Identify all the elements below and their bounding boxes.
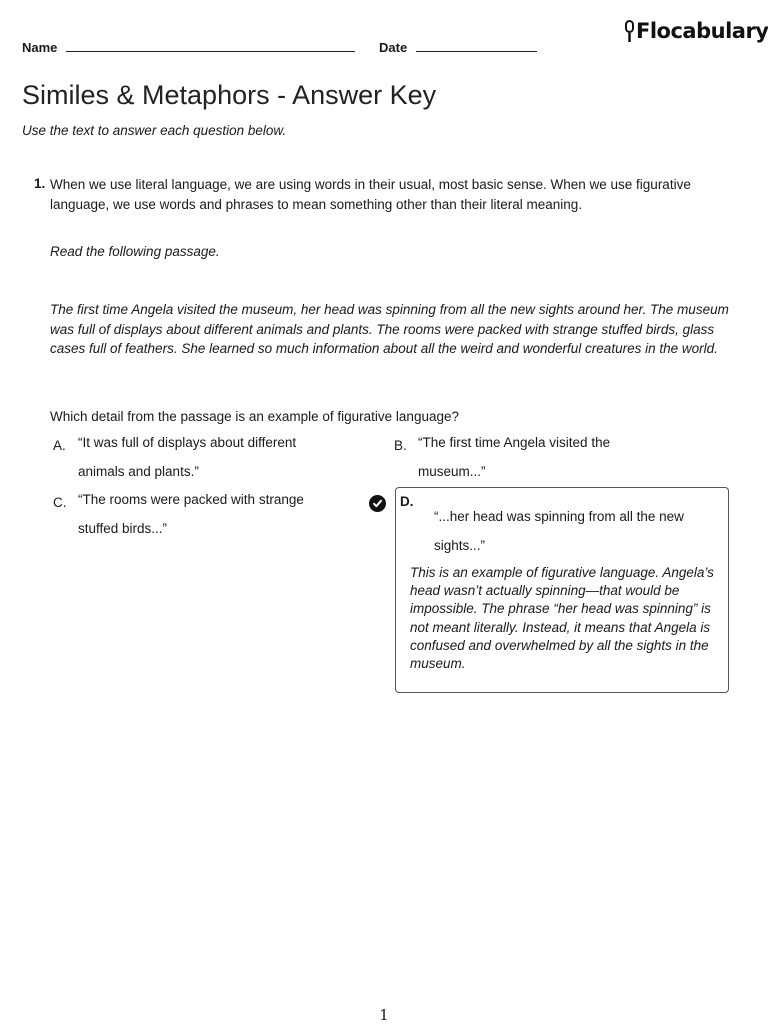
instructions: Use the text to answer each question below.: [22, 123, 287, 138]
option-d-text[interactable]: “...her head was spinning from all the new sights...”: [434, 509, 684, 553]
date-field-line[interactable]: [416, 51, 537, 52]
option-d-letter: D.: [400, 494, 414, 509]
option-a-letter: A.: [53, 438, 66, 453]
answer-explanation: This is an example of figurative language. Angela’s head wasn’t actually spinning—that would be impossible. The phrase “her head was spinning” is not meant literally. Instead, it means that Angela is confused and overwhelmed by all the sights in the museum.: [410, 565, 714, 672]
flocabulary-logo: [622, 12, 768, 50]
option-b-letter: B.: [394, 438, 407, 453]
name-label: Name: [22, 40, 58, 55]
question-intro: When we use literal language, we are using words in their usual, most basic sense. When we use figurative language, we use words and phrases to mean something other than their literal meaning.: [50, 177, 691, 212]
question-prompt: Which detail from the passage is an example of figurative language?: [50, 409, 459, 424]
date-label: Date: [379, 40, 408, 55]
option-c-text[interactable]: “The rooms were packed with strange stuffed birds...”: [78, 492, 304, 536]
logo-text: Flocabulary: [636, 19, 768, 43]
option-b-text[interactable]: “The first time Angela visited the museum...”: [418, 435, 611, 479]
checkmark-circle-icon: [369, 495, 386, 512]
page-title: Similes & Metaphors - Answer Key: [22, 80, 437, 110]
passage-text: The first time Angela visited the museum, her head was spinning from all the new sights around her. The museum was full of displays about different animals and plants. The rooms were packed with strange stuffed birds, glass cases full of feathers. She learned so much information about all the weird and wonderful creatures in the world.: [50, 302, 729, 356]
question-number: 1.: [34, 176, 46, 191]
read-prompt: Read the following passage.: [50, 244, 220, 259]
option-a-text[interactable]: “It was full of displays about different animals and plants.”: [78, 435, 297, 479]
page-number: 1: [379, 1006, 389, 1024]
option-c-letter: C.: [53, 495, 67, 510]
name-field-line[interactable]: [66, 51, 355, 52]
